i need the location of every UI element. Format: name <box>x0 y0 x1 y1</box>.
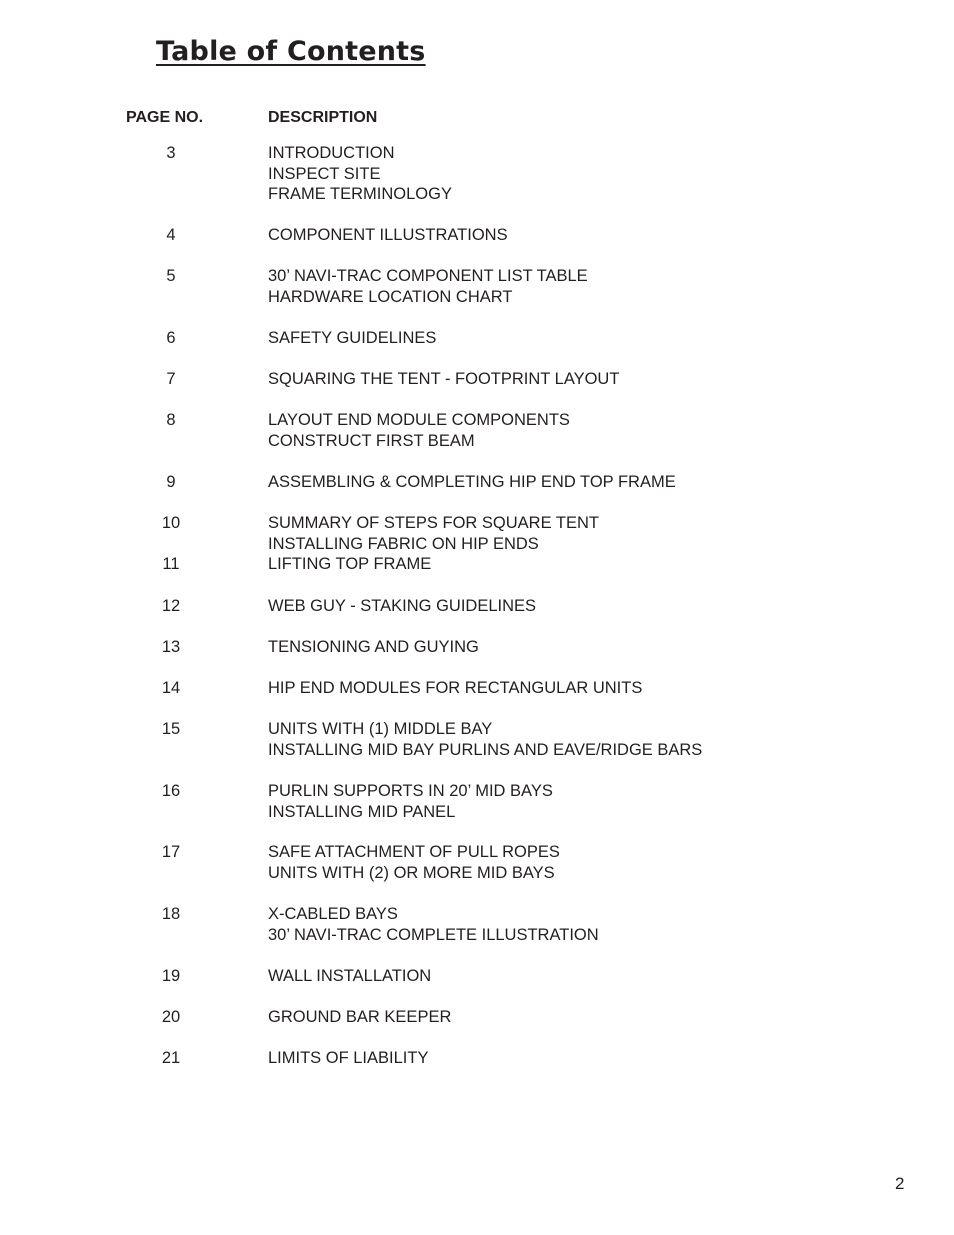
toc-entry <box>268 369 619 390</box>
toc-entry <box>268 410 570 451</box>
page-number: 2 <box>895 1174 905 1193</box>
toc-entry-line: 30’ NAVI-TRAC COMPLETE ILLUSTRATION <box>268 925 599 944</box>
page-title: Table of Contents <box>156 36 426 67</box>
toc-entry <box>268 637 479 658</box>
toc-page-number: 3 <box>166 144 176 162</box>
toc-entry-line: WALL INSTALLATION <box>268 967 432 985</box>
toc-entry-line: LIFTING TOP FRAME <box>268 555 432 573</box>
toc-entry <box>268 472 676 493</box>
toc-page-number: 14 <box>161 679 181 697</box>
column-header-page-no: PAGE NO. <box>126 109 204 126</box>
toc-entry-line: WEB GUY - STAKING GUIDELINES <box>268 597 537 615</box>
toc-entry-line: ASSEMBLING & COMPLETING HIP END TOP FRAME <box>268 473 676 491</box>
toc-entry <box>268 719 702 760</box>
toc-page-number: 10 <box>161 514 181 532</box>
toc-entry-line: SUMMARY OF STEPS FOR SQUARE TENT <box>268 514 599 532</box>
toc-page-number: 17 <box>161 843 181 861</box>
toc-page-number: 5 <box>166 267 176 285</box>
toc-entry <box>268 328 436 349</box>
toc-entry <box>268 513 599 554</box>
toc-entry-line: INSPECT SITE <box>268 164 381 183</box>
toc-entry <box>268 904 599 945</box>
toc-entry-line: HIP END MODULES FOR RECTANGULAR UNITS <box>268 679 643 697</box>
toc-entry-line: FRAME TERMINOLOGY <box>268 185 452 204</box>
toc-entry-line: X-CABLED BAYS <box>268 905 398 923</box>
toc-entry-line: SQUARING THE TENT - FOOTPRINT LAYOUT <box>268 370 620 388</box>
toc-entry <box>268 781 553 822</box>
toc-page-number: 20 <box>161 1008 181 1026</box>
toc-page-number: 6 <box>166 329 176 347</box>
toc-entry-line: HARDWARE LOCATION CHART <box>268 287 513 306</box>
toc-entry <box>268 143 452 205</box>
toc-entry <box>268 966 431 987</box>
toc-page-number: 12 <box>161 597 181 615</box>
toc-page-number: 7 <box>166 370 176 388</box>
toc-entry <box>268 1048 428 1069</box>
toc-page-number: 16 <box>161 782 181 800</box>
toc-entry <box>268 842 560 883</box>
toc-entry <box>268 1007 451 1028</box>
toc-page-number: 13 <box>161 638 181 656</box>
toc-entry <box>268 225 508 246</box>
toc-entry <box>268 596 536 617</box>
toc-entry-line: PURLIN SUPPORTS IN 20’ MID BAYS <box>268 782 553 800</box>
toc-page-number: 19 <box>161 967 181 985</box>
toc-entry <box>268 678 642 699</box>
toc-entry-line: INSTALLING MID PANEL <box>268 802 456 821</box>
toc-entry-line: LIMITS OF LIABILITY <box>268 1049 429 1067</box>
toc-entry-line: INSTALLING FABRIC ON HIP ENDS <box>268 534 539 553</box>
toc-page-number: 11 <box>162 555 180 573</box>
toc-page-number: 15 <box>161 720 181 738</box>
toc-entry-line: SAFE ATTACHMENT OF PULL ROPES <box>268 843 560 861</box>
toc-page-number: 4 <box>166 226 176 244</box>
toc-page-number: 21 <box>161 1049 181 1067</box>
toc-entry <box>268 554 431 575</box>
toc-entry-line: GROUND BAR KEEPER <box>268 1008 452 1026</box>
toc-entry-line: INTRODUCTION <box>268 144 395 162</box>
toc-page-number: 8 <box>166 411 176 429</box>
toc-entry-line: COMPONENT ILLUSTRATIONS <box>268 226 508 244</box>
toc-entry-line: SAFETY GUIDELINES <box>268 329 437 347</box>
toc-page-number: 9 <box>166 473 176 491</box>
toc-entry-line: UNITS WITH (2) OR MORE MID BAYS <box>268 863 555 882</box>
toc-page-number: 18 <box>161 905 181 923</box>
toc-entry-line: TENSIONING AND GUYING <box>268 638 479 656</box>
column-header-description: DESCRIPTION <box>268 109 378 126</box>
toc-entry <box>268 266 588 307</box>
toc-entry-line: UNITS WITH (1) MIDDLE BAY <box>268 720 493 738</box>
toc-entry-line: LAYOUT END MODULE COMPONENTS <box>268 411 570 429</box>
toc-entry-line: INSTALLING MID BAY PURLINS AND EAVE/RIDGE BARS <box>268 740 703 759</box>
toc-entry-line: 30’ NAVI-TRAC COMPONENT LIST TABLE <box>268 267 588 285</box>
toc-entry-line: CONSTRUCT FIRST BEAM <box>268 431 475 450</box>
